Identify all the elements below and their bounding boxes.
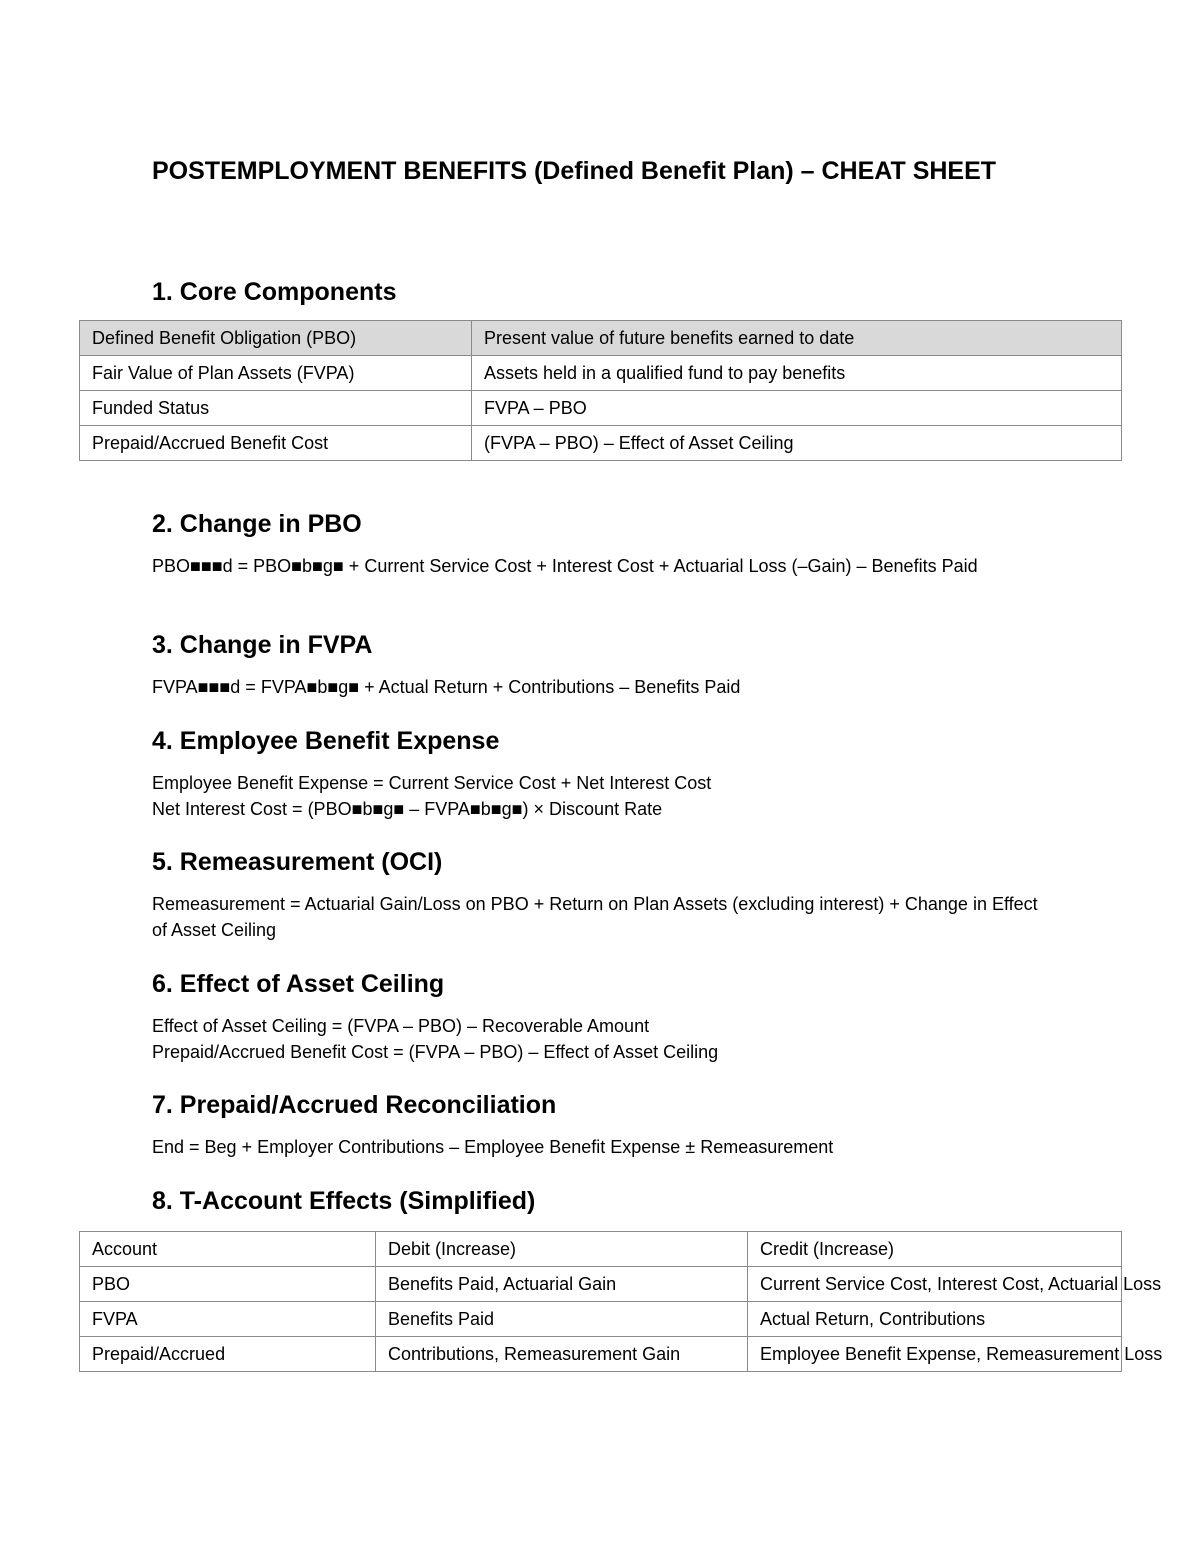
table-cell: Assets held in a qualified fund to pay benefits <box>472 356 1122 391</box>
table-cell: Funded Status <box>80 391 472 426</box>
expense-formulas <box>152 771 1047 822</box>
table-row <box>80 391 1122 426</box>
table-row <box>80 356 1122 391</box>
section-heading-reconciliation: 7. Prepaid/Accrued Reconciliation <box>152 1091 557 1119</box>
table-header-row <box>80 1232 1122 1267</box>
section-heading-core-components: 1. Core Components <box>152 278 397 306</box>
table-row <box>80 1267 1122 1302</box>
section-heading-change-in-fvpa: 3. Change in FVPA <box>152 631 373 659</box>
fvpa-formula: FVPA■■■d = FVPA■b■g■ + Actual Return + Contributions – Benefits Paid <box>152 677 741 697</box>
table-cell: Prepaid/Accrued <box>80 1337 376 1372</box>
table-cell: (FVPA – PBO) – Effect of Asset Ceiling <box>472 426 1122 461</box>
section-heading-asset-ceiling: 6. Effect of Asset Ceiling <box>152 970 445 998</box>
asset-ceiling-formula-line: Effect of Asset Ceiling = (FVPA – PBO) – Recoverable Amount <box>152 1016 650 1036</box>
table-cell: FVPA – PBO <box>472 391 1122 426</box>
table-cell: Current Service Cost, Interest Cost, Actuarial Loss <box>748 1267 1122 1302</box>
table-cell: Contributions, Remeasurement Gain <box>376 1337 748 1372</box>
section-heading-remeasurement: 5. Remeasurement (OCI) <box>152 848 443 876</box>
t-account-table <box>79 1231 1163 1372</box>
column-header: Credit (Increase) <box>748 1232 1122 1267</box>
asset-ceiling-formulas <box>152 1014 1047 1065</box>
page-title: POSTEMPLOYMENT BENEFITS (Defined Benefit Plan) – CHEAT SHEET <box>152 157 997 185</box>
table-cell: FVPA <box>80 1302 376 1337</box>
net-interest-formula-line: Net Interest Cost = (PBO■b■g■ – FVPA■b■g■) × Discount Rate <box>152 798 663 819</box>
table-cell: Actual Return, Contributions <box>748 1302 1122 1337</box>
core-components-table <box>79 320 1122 461</box>
table-cell: Employee Benefit Expense, Remeasurement Loss <box>748 1337 1122 1372</box>
table-row <box>80 1302 1122 1337</box>
table-row <box>80 426 1122 461</box>
remeasurement-formula: Remeasurement = Actuarial Gain/Loss on PBO + Return on Plan Assets (excluding interest) + Change in Effect of Asset Ceiling <box>152 894 1038 940</box>
table-cell: PBO <box>80 1267 376 1302</box>
table-cell: Benefits Paid, Actuarial Gain <box>376 1267 748 1302</box>
table-cell: Prepaid/Accrued Benefit Cost <box>80 426 472 461</box>
section-heading-t-account-effects: 8. T-Account Effects (Simplified) <box>152 1187 536 1215</box>
reconciliation-formula: End = Beg + Employer Contributions – Employee Benefit Expense ± Remeasurement <box>152 1137 834 1157</box>
pbo-formula: PBO■■■d = PBO■b■g■ + Current Service Cost + Interest Cost + Actuarial Loss (–Gain) – Benefits Paid <box>152 556 978 576</box>
table-row <box>80 1337 1122 1372</box>
column-header: Account <box>80 1232 376 1267</box>
column-header: Debit (Increase) <box>376 1232 748 1267</box>
table-row <box>80 321 1122 356</box>
section-heading-employee-benefit-expense: 4. Employee Benefit Expense <box>152 727 500 755</box>
table-cell: Fair Value of Plan Assets (FVPA) <box>80 356 472 391</box>
table-cell: Present value of future benefits earned to date <box>472 321 1122 356</box>
prepaid-accrued-formula-line: Prepaid/Accrued Benefit Cost = (FVPA – PBO) – Effect of Asset Ceiling <box>152 1041 719 1062</box>
table-cell: Defined Benefit Obligation (PBO) <box>80 321 472 356</box>
section-heading-change-in-pbo: 2. Change in PBO <box>152 510 362 538</box>
table-cell: Benefits Paid <box>376 1302 748 1337</box>
expense-formula-line: Employee Benefit Expense = Current Service Cost + Net Interest Cost <box>152 773 712 793</box>
